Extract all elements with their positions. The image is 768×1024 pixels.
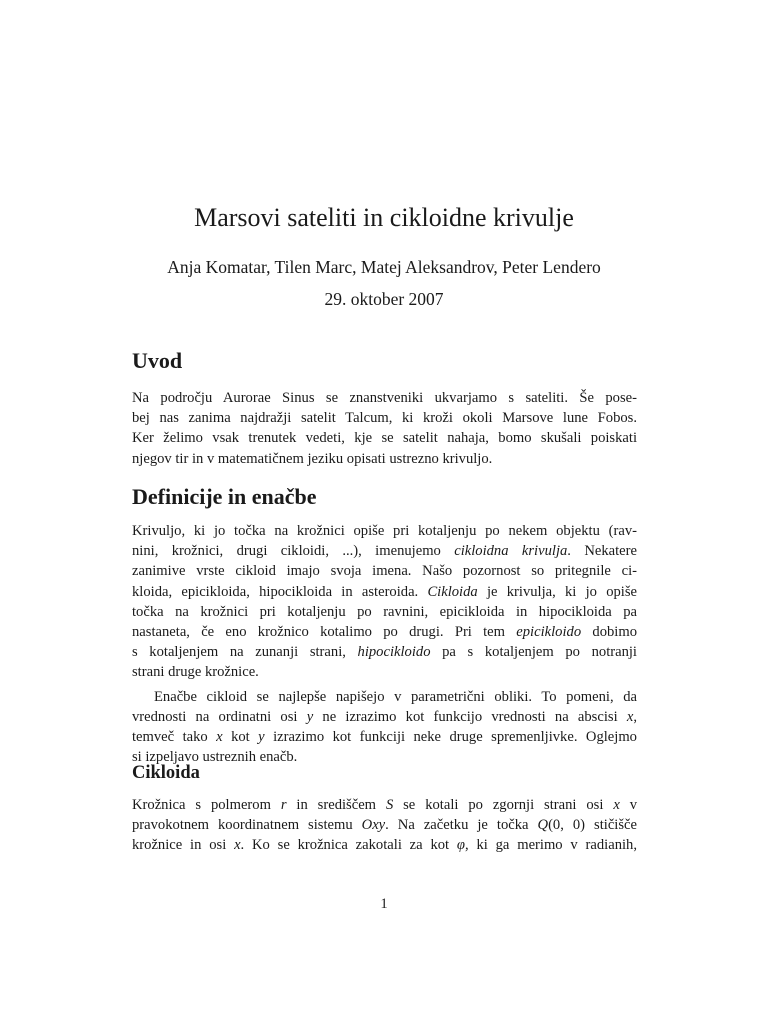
emphasis-term: cikloidna krivulja xyxy=(454,543,568,560)
text-line: kloida, epicikloida, hipocikloida in asteroida. Cikloida je krivulja, ki jo opiše xyxy=(132,583,637,600)
subsection-cikloida xyxy=(132,761,637,856)
text-line: nastaneta, če eno krožnico kotalimo po drugi. Pri tem epicikloido dobimo xyxy=(132,624,637,641)
emphasis-term: hipocikloido xyxy=(357,644,431,661)
math-variable: r xyxy=(280,797,287,813)
text-line: točka na krožnici pri kotaljenju po ravnini, epicikloida in hipocikloida pa xyxy=(132,603,637,620)
text-line: njegov tir in v matematičnem jeziku opisati ustrezno krivuljo. xyxy=(132,450,493,467)
text-line: Krivuljo, ki jo točka na krožnici opiše pri kotaljenju po nekem objektu (rav- xyxy=(132,523,637,539)
math-variable: y xyxy=(306,708,314,725)
section-heading-uvod: Uvod xyxy=(132,348,183,373)
text-line: si izpeljavo ustreznih enačb. xyxy=(132,749,298,766)
text-line: strani druge krožnice. xyxy=(132,664,259,681)
text-line: vrednosti na ordinatni osi y ne izrazimo kot funkcijo vrednosti na abscisi x, xyxy=(132,708,637,725)
text-line: Krožnica s polmerom r in središčem S se kotali po zgornji strani osi x v xyxy=(132,797,637,813)
math-variable: x xyxy=(216,729,223,746)
math-variable: S xyxy=(385,797,394,813)
math-variable: y xyxy=(258,729,265,746)
section-uvod xyxy=(132,347,637,469)
text-line: pravokotnem koordinatnem sistemu Oxy. Na začetku je točka Q(0, 0) stičišče xyxy=(132,817,637,834)
section-heading-definicije: Definicije in enačbe xyxy=(132,484,317,509)
text-line: zanimive vrste cikloid imajo svoja imena. Našo pozornost so pritegnile ci- xyxy=(132,563,637,580)
cikloida-paragraph xyxy=(132,795,637,856)
math-variable: x xyxy=(626,708,634,725)
text-line: krožnice in osi x. Ko se krožnica zakotali za kot φ, ki ga merimo v radianih, xyxy=(132,837,637,854)
text-line: Ker želimo vsak trenutek vedeti, kje se satelit nahaja, bomo skušali poiskati xyxy=(132,430,637,447)
emphasis-term: Cikloida xyxy=(427,583,478,600)
definicije-paragraph-1 xyxy=(132,521,637,683)
definicije-paragraph-2 xyxy=(132,687,637,768)
text-line: s kotaljenjem na zunanji strani, hipocikloido pa s kotaljenjem po notranji xyxy=(132,644,637,661)
page-number: 1 xyxy=(380,896,388,912)
section-definicije xyxy=(132,483,637,767)
paper-title: Marsovi sateliti in cikloidne krivulje xyxy=(194,203,574,232)
emphasis-term: epicikloido xyxy=(516,624,582,641)
text-line: bej nas zanima najdražji satelit Talcum, ki kroži okoli Marsove lune Fobos. xyxy=(132,410,637,427)
paper-authors: Anja Komatar, Tilen Marc, Matej Aleksandrov, Peter Lendero xyxy=(167,257,601,277)
uvod-paragraph xyxy=(132,388,637,469)
math-variable: Oxy xyxy=(361,817,386,834)
paper-date: 29. oktober 2007 xyxy=(324,289,444,309)
text-line: temveč tako x kot y izrazimo kot funkciji neke druge spremenljivke. Oglejmo xyxy=(132,729,637,746)
math-variable: φ xyxy=(456,837,465,854)
math-variable: x xyxy=(234,837,241,854)
math-variable: x xyxy=(613,797,620,813)
subsection-heading-cikloida: Cikloida xyxy=(132,763,200,783)
math-variable: Q xyxy=(537,817,549,834)
text-line: nini, krožnici, drugi cikloidi, ...), imenujemo cikloidna krivulja. Nekatere xyxy=(132,543,637,560)
text-line: Na področju Aurorae Sinus se znanstveniki ukvarjamo s sateliti. Še pose- xyxy=(132,390,637,406)
text-line: Enačbe cikloid se najlepše napišejo v parametrični obliki. To pomeni, da xyxy=(154,688,637,705)
